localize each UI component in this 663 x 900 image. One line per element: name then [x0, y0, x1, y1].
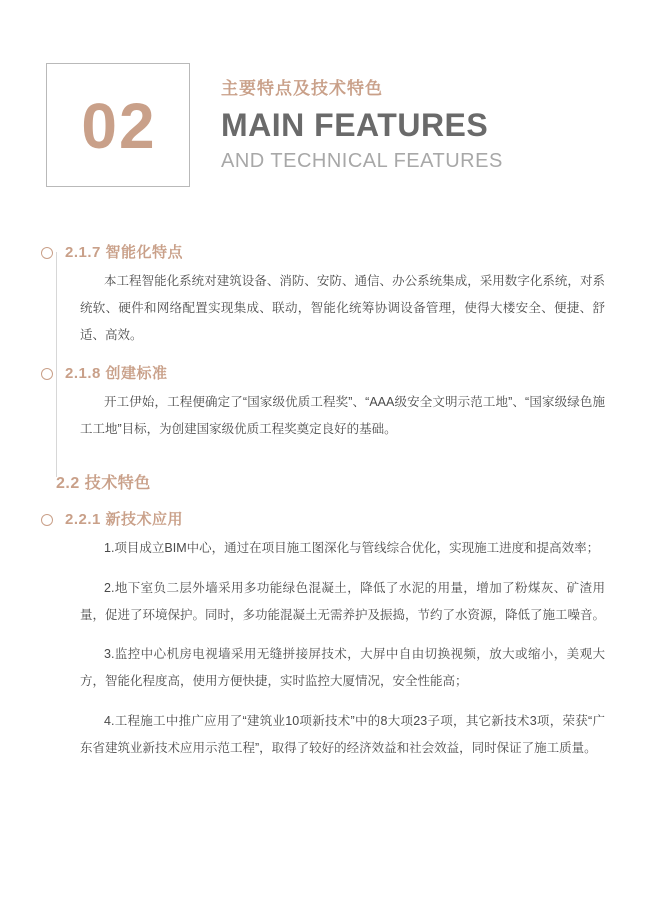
- chapter-title-cn: 主要特点及技术特色: [221, 79, 383, 98]
- paragraph: 3.监控中心机房电视墙采用无缝拼接屏技术，大屏中自由切换视频，放大或缩小，美观大方，智能化程度高，使用方便快捷，实时监控大厦情况，安全性能高；: [80, 647, 605, 688]
- section-body-221: [0, 535, 663, 762]
- section-heading-217: [0, 242, 663, 264]
- section-body-217: [0, 268, 663, 349]
- chapter-title-group: [221, 77, 651, 175]
- paragraph: 开工伊始，工程便确定了“国家级优质工程奖”、“AAA级安全文明示范工地”、“国家级绿色施工工地”目标，为创建国家级优质工程奖奠定良好的基础。: [80, 395, 605, 436]
- section-heading-221: [0, 509, 663, 531]
- paragraph: 2.地下室负二层外墙采用多功能绿色混凝土，降低了水泥的用量，增加了粉煤灰、矿渣用量，促进了环境保护。同时，多功能混凝土无需养护及振捣，节约了水资源，降低了施工噪音。: [80, 580, 606, 622]
- chapter-number: 02: [81, 90, 157, 162]
- circle-bullet-icon: [41, 514, 53, 526]
- section-heading-22: [0, 473, 663, 495]
- paragraph: 4.工程施工中推广应用了“建筑业10项新技术”中的8大项23子项，其它新技术3项，荣获“广东省建筑业新技术应用示范工程”，取得了较好的经济效益和社会效益，同时保证了施工质量。: [80, 713, 605, 755]
- chapter-subtitle-en: AND TECHNICAL FEATURES: [221, 150, 503, 172]
- section-heading-218: [0, 363, 663, 385]
- section-body-218: [0, 389, 663, 443]
- paragraph: 1.项目成立BIM中心，通过在项目施工图深化与管线综合优化，实现施工进度和提高效率；: [104, 541, 600, 555]
- circle-bullet-icon: [41, 247, 53, 259]
- document-content: [0, 228, 663, 774]
- chapter-header: [0, 55, 663, 200]
- chapter-number-box: [46, 63, 190, 187]
- section-title: 2.1.8 创建标准: [65, 365, 168, 382]
- section-title: 2.1.7 智能化特点: [65, 244, 184, 261]
- chapter-title-en: MAIN FEATURES: [221, 107, 489, 143]
- paragraph: 本工程智能化系统对建筑设备、消防、安防、通信、办公系统集成，采用数字化系统，对系统软、硬件和网络配置实现集成、联动，智能化统筹协调设备管理，使得大楼安全、便捷、舒适、高效。: [80, 274, 605, 342]
- section-title: 2.2 技术特色: [56, 475, 151, 492]
- circle-bullet-icon: [41, 368, 53, 380]
- section-title: 2.2.1 新技术应用: [65, 511, 184, 528]
